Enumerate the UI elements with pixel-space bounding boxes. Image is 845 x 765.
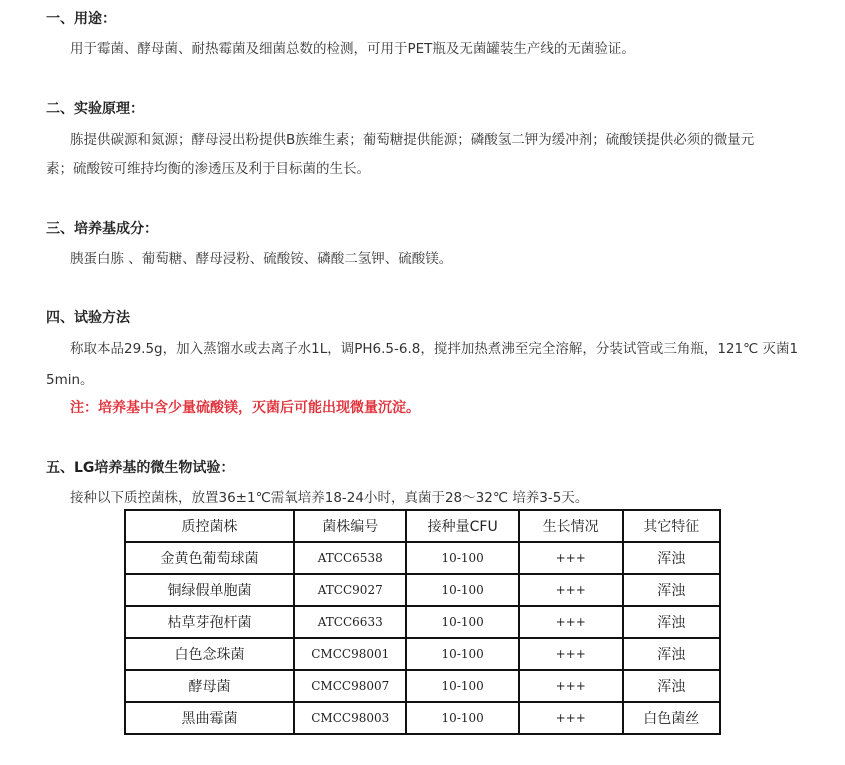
cell-feature: 浑浊 (623, 638, 720, 670)
cell-strain: 金黄色葡萄球菌 (125, 542, 294, 574)
section-4-text-line2: 5min。 (46, 372, 94, 388)
table-row (125, 606, 720, 638)
note-text: 注：培养基中含少量硫酸镁，灭菌后可能出现微量沉淀。 (70, 400, 420, 416)
section-4-heading: 四、试验方法 (46, 310, 130, 326)
header-other-features: 其它特征 (623, 510, 720, 542)
cell-strain: 枯草芽孢杆菌 (125, 606, 294, 638)
cell-code: CMCC98001 (294, 638, 406, 670)
cell-feature: 白色菌丝 (623, 702, 720, 734)
cell-feature: 浑浊 (623, 542, 720, 574)
section-2-text-line2: 素；硫酸铵可维持均衡的渗透压及利于目标菌的生长。 (46, 161, 370, 177)
cell-inoculum: 10-100 (406, 702, 518, 734)
table-header-row (125, 510, 720, 542)
cell-code: CMCC98007 (294, 670, 406, 702)
cell-inoculum: 10-100 (406, 670, 518, 702)
section-5-heading: 五、LG培养基的微生物试验： (46, 460, 235, 476)
section-3-text: 胰蛋白胨 、葡萄糖、酵母浸粉、硫酸铵、磷酸二氢钾、硫酸镁。 (70, 251, 453, 267)
cell-feature: 浑浊 (623, 574, 720, 606)
section-2-text-line1: 胨提供碳源和氮源；酵母浸出粉提供B族维生素；葡萄糖提供能源；磷酸氢二钾为缓冲剂；硫酸镁提供必须的微量元 (70, 132, 755, 148)
cell-growth: +++ (519, 606, 623, 638)
cell-strain: 白色念珠菌 (125, 638, 294, 670)
cell-inoculum: 10-100 (406, 542, 518, 574)
cell-code: ATCC6538 (294, 542, 406, 574)
header-strain: 质控菌株 (125, 510, 294, 542)
cell-growth: +++ (519, 542, 623, 574)
header-growth: 生长情况 (519, 510, 623, 542)
cell-inoculum: 10-100 (406, 638, 518, 670)
header-strain-code: 菌株编号 (294, 510, 406, 542)
header-inoculum: 接种量CFU (406, 510, 518, 542)
cell-inoculum: 10-100 (406, 574, 518, 606)
section-2-heading: 二、实验原理： (46, 101, 144, 117)
table-row (125, 702, 720, 734)
cell-growth: +++ (519, 638, 623, 670)
section-5-text: 接种以下质控菌株，放置36±1℃需氧培养18-24小时，真菌于28～32℃ 培养3-5天。 (70, 490, 589, 506)
section-1-text: 用于霉菌、酵母菌、耐热霉菌及细菌总数的检测，可用于PET瓶及无菌罐装生产线的无菌验证。 (70, 41, 635, 57)
cell-inoculum: 10-100 (406, 606, 518, 638)
cell-strain: 酵母菌 (125, 670, 294, 702)
cell-feature: 浑浊 (623, 606, 720, 638)
table-row (125, 542, 720, 574)
table-row (125, 574, 720, 606)
cell-growth: +++ (519, 702, 623, 734)
table-row (125, 638, 720, 670)
quality-control-table (124, 509, 721, 735)
section-4-text-line1: 称取本品29.5g，加入蒸馏水或去离子水1L，调PH6.5-6.8，搅拌加热煮沸至完全溶解，分装试管或三角瓶，121℃ 灭菌1 (70, 341, 799, 357)
section-3-heading: 三、培养基成分： (46, 221, 158, 237)
cell-feature: 浑浊 (623, 670, 720, 702)
cell-strain: 铜绿假单胞菌 (125, 574, 294, 606)
cell-strain: 黑曲霉菌 (125, 702, 294, 734)
cell-growth: +++ (519, 574, 623, 606)
cell-code: ATCC6633 (294, 606, 406, 638)
cell-code: ATCC9027 (294, 574, 406, 606)
cell-growth: +++ (519, 670, 623, 702)
section-1-heading: 一、用途： (46, 11, 116, 27)
cell-code: CMCC98003 (294, 702, 406, 734)
table-row (125, 670, 720, 702)
